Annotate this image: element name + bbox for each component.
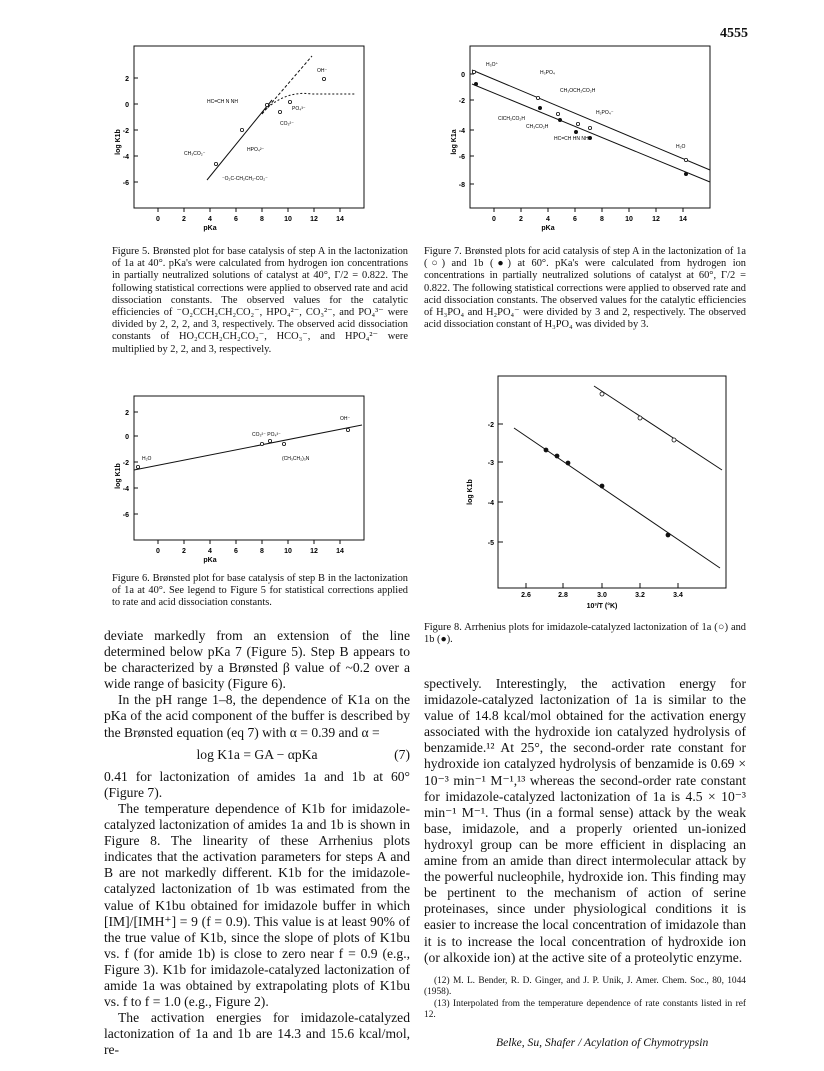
tick: 6 bbox=[234, 216, 238, 223]
tick: 4 bbox=[208, 216, 212, 223]
paragraph: spectively. Interestingly, the activation energy for imidazole-catalyzed lactonization of 1a is similar to the value of 14.8 kcal/mol obtained for the activation energy associated with the hydroxide ion catalyzed hydrolysis of benzamide.¹² At 25°, the second-order rate constant for hydroxide ion catalyzed hydrolysis of benzamide is 0.69 × 10⁻³ min⁻¹ M⁻¹,¹³ whereas the second-order rate constant for imidazole-catalyzed lactonization of 1a is 4.5 × 10⁻³ min⁻¹ M⁻¹. Thus (in a formal sense) attack by the weak base, imidazole, and a properly oriented un-ionized hydroxyl group can be more efficient in displacing an amine from an amide than direct intermolecular attack by the powerful nucleophile, hydroxide ion. This finding may be pertinent to the mechanism of action of serine proteinases, since under physiological conditions it is easier to increase the local concentration of imidazole than it is to increase the local concentration of hydroxide ion (or alkoxide ion) at the active site of a proteolytic enzyme. bbox=[424, 676, 746, 965]
paragraph: The temperature dependence of K1b for imidazole-catalyzed lactonization of amides 1a and 1b is shown in Figure 8. The linearity of these Arrhenius plots indicates that the activation parameters for steps A and B are not markedly different. K1b for the imidazole-catalyzed lactonization of 1b was estimated from the value of K1bu obtained for imidazole buffer in which [IM]/[IMH⁺] = 9 (f = 0.9). This value is at least 90% of the true value of K1b, since the slope of plots of K1bu vs. f (for amide 1b) is close to zero near f = 0.9 (e.g., Figure 3). K1b for imidazole-catalyzed lactonization of amide 1a was obtained by extrapolating plots of K1bu vs. f to f = 1.0 (e.g., Figure 2). bbox=[104, 800, 410, 1010]
tick: 2 bbox=[182, 216, 186, 223]
figure-6-caption bbox=[112, 573, 408, 610]
tick: 2 bbox=[125, 410, 129, 417]
reference-13: (13) Interpolated from the temperature dependence of rate constants listed in ref 12. bbox=[424, 999, 746, 1020]
tick: -3 bbox=[487, 460, 494, 467]
tick: -6 bbox=[458, 154, 465, 161]
tick: 3.4 bbox=[673, 592, 683, 599]
tick: 10 bbox=[284, 216, 292, 223]
label-h2o: H₂O bbox=[676, 144, 686, 150]
tick: -4 bbox=[458, 128, 465, 135]
tick: -6 bbox=[122, 512, 129, 519]
tick: 10 bbox=[284, 548, 292, 555]
label-hpo4: HPO₄²⁻ bbox=[247, 147, 265, 153]
fig7-xlabel: pKa bbox=[541, 225, 555, 232]
label-meo: CH₃OCH₂CO₂H bbox=[560, 88, 596, 94]
tick: -4 bbox=[487, 500, 494, 507]
tick: 0 bbox=[156, 548, 160, 555]
caption-text: Brønsted plot for base catalysis of step A in the lactonization of 1a at 40°. pKa's were calculated from hydrogen ion concentrations in partially neutralized solutions of catalyst at 40°, Γ/2 = 0.822. The following statistical corrections were applied to observed rate and acid dissociation constants. The observed values for the catalytic efficiencies of ⁻O₂CCH₂CH₂CO₂⁻, HPO₄²⁻, CO₃²⁻, and PO₄³⁻ were divided by 2, 2, 2, and 3, respectively. The observed acid dissociation constants of HO₂CCH₂CH₂CO₂⁻, HCO₃⁻, and HPO₄²⁻ were multiplied by 2, 2, and 3, respectively. bbox=[112, 246, 408, 355]
figure-5 bbox=[112, 42, 372, 232]
fig5-x-tick-labels bbox=[156, 216, 344, 223]
label-im: HC=CH HN NH bbox=[554, 136, 589, 142]
tick: 6 bbox=[573, 216, 577, 223]
figure-7-plot bbox=[448, 42, 718, 232]
caption-text: Arrhenius plots for imidazole-catalyzed lactonization of 1a (○) and 1b (●). bbox=[424, 622, 746, 646]
tick: -2 bbox=[122, 128, 129, 135]
caption-label: Figure 8. bbox=[424, 622, 462, 633]
tick: 3.0 bbox=[597, 592, 607, 599]
left-column bbox=[104, 628, 410, 1058]
fig5-y-tick-labels bbox=[123, 76, 129, 187]
paragraph: The activation energies for imidazole-catalyzed lactonization of 1a and 1b are 14.3 and 15.6 kcal/mol, re- bbox=[104, 1010, 410, 1058]
tick: -5 bbox=[487, 540, 494, 547]
right-column bbox=[424, 676, 746, 966]
tick: 2.8 bbox=[558, 592, 568, 599]
figure-7 bbox=[448, 42, 718, 232]
figure-8 bbox=[458, 372, 728, 612]
label-h3o: H₃O⁺ bbox=[486, 62, 499, 68]
label-amine: (CH₃CH₂)₃N bbox=[282, 456, 310, 462]
tick: 0 bbox=[492, 216, 496, 223]
tick: 10 bbox=[625, 216, 633, 223]
tick: 2 bbox=[125, 76, 129, 83]
tick: 0 bbox=[125, 102, 129, 109]
label-ac: CH₃CO₂H bbox=[526, 124, 549, 130]
tick: 0 bbox=[156, 216, 160, 223]
tick: 0 bbox=[461, 72, 465, 79]
caption-label: Figure 6. bbox=[112, 573, 150, 584]
fig6-xlabel: pKa bbox=[203, 557, 217, 564]
tick: -4 bbox=[122, 154, 129, 161]
label-h3po4: H₃PO₄ bbox=[540, 70, 555, 76]
figure-8-plot bbox=[458, 372, 728, 612]
caption-label: Figure 5. bbox=[112, 246, 150, 257]
fig8-ylabel: log K1b bbox=[467, 479, 474, 505]
equation-text: log K1a = GA − αpKa bbox=[196, 746, 318, 762]
fig7-ylabel: log K1a bbox=[451, 129, 458, 155]
equation-7 bbox=[104, 747, 410, 763]
tick: 14 bbox=[336, 548, 344, 555]
label-im: HC=CH N NH bbox=[207, 99, 238, 105]
tick: 2 bbox=[519, 216, 523, 223]
running-footer: Belke, Su, Shafer / Acylation of Chymotrypsin bbox=[496, 1036, 709, 1049]
fig5-ylabel: log K1b bbox=[115, 129, 122, 155]
tick: 8 bbox=[260, 548, 264, 555]
tick: 8 bbox=[260, 216, 264, 223]
tick: 14 bbox=[679, 216, 687, 223]
tick: -6 bbox=[122, 180, 129, 187]
tick: -8 bbox=[458, 182, 465, 189]
label-ac: CH₃CO₂⁻ bbox=[184, 151, 206, 157]
tick: -2 bbox=[458, 98, 465, 105]
tick: 3.2 bbox=[635, 592, 645, 599]
figure-6-plot bbox=[112, 392, 372, 564]
label-h2o: H₂O bbox=[142, 456, 152, 462]
label-co3po4: CO₃²⁻ PO₄³⁻ bbox=[252, 432, 281, 438]
tick: 4 bbox=[208, 548, 212, 555]
label-h2po4: H₂PO₄⁻ bbox=[596, 110, 614, 116]
tick: -2 bbox=[487, 422, 494, 429]
tick: 0 bbox=[125, 434, 129, 441]
tick: 6 bbox=[234, 548, 238, 555]
label-po4: PO₄³⁻ bbox=[292, 106, 306, 112]
paragraph: In the pH range 1–8, the dependence of K1a on the pKa of the acid component of the buffer is described by the Brønsted equation (eq 7) with α = 0.39 and α = bbox=[104, 692, 410, 740]
tick: 2 bbox=[182, 548, 186, 555]
tick: 8 bbox=[600, 216, 604, 223]
tick: 12 bbox=[310, 548, 318, 555]
fig5-points bbox=[214, 77, 325, 165]
label-suc: ⁻O₂C-CH₂CH₂-CO₂⁻ bbox=[222, 176, 268, 182]
tick: 2.6 bbox=[521, 592, 531, 599]
fig5-xlabel: pKa bbox=[203, 225, 217, 232]
page-number: 4555 bbox=[720, 26, 748, 41]
caption-text: Brønsted plot for base catalysis of step B in the lactonization of 1a at 40°. See legend to Figure 5 for statistical corrections applied to rate and acid dissociation constants. bbox=[112, 573, 408, 609]
tick: 12 bbox=[310, 216, 318, 223]
reference-12: (12) M. L. Bender, R. D. Ginger, and J. P. Unik, J. Amer. Chem. Soc., 80, 1044 (1958). bbox=[424, 976, 746, 997]
tick: -2 bbox=[122, 460, 129, 467]
caption-text: Brønsted plots for acid catalysis of step A in the lactonization of 1a (○) and 1b (●) at 60°. pKa's were calculated from hydrogen ion concentrations in partially neutralized solutions of catalyst at 60°, Γ/2 = 0.822. The following statistical corrections were applied to observed rate and acid dissociation constants. The observed values for the catalytic efficiencies of H₃PO₄ and H₂PO₄⁻ were divided by 3 and 2, respectively. The observed acid dissociation constant of H₃PO₄ was divided by 3. bbox=[424, 246, 746, 331]
figure-6 bbox=[112, 392, 372, 564]
figure-5-caption bbox=[112, 246, 408, 356]
equation-number: (7) bbox=[394, 746, 410, 762]
fig8-xlabel: 10³/T (°K) bbox=[586, 603, 618, 610]
tick: 12 bbox=[652, 216, 660, 223]
figure-7-caption bbox=[424, 246, 746, 331]
label-cl: ClCH₂CO₂H bbox=[498, 116, 525, 122]
tick: 4 bbox=[546, 216, 550, 223]
paragraph: deviate markedly from an extension of the line determined below pKa 7 (Figure 5). Step B appears to be characterized by a Brønsted β value of ~0.2 over a wide range of basicity (Figure 6). bbox=[104, 628, 410, 692]
label-co3: CO₃²⁻ bbox=[280, 121, 294, 127]
label-oh: OH⁻ bbox=[340, 416, 351, 422]
paragraph: 0.41 for lactonization of amides 1a and 1b at 60° (Figure 7). bbox=[104, 768, 410, 800]
tick: 14 bbox=[336, 216, 344, 223]
caption-label: Figure 7. bbox=[424, 246, 462, 257]
figure-5-plot bbox=[112, 42, 372, 232]
tick: -4 bbox=[122, 486, 129, 493]
figure-8-caption bbox=[424, 622, 746, 646]
fig6-ylabel: log K1b bbox=[115, 463, 122, 489]
references bbox=[424, 976, 746, 1022]
label-oh: OH⁻ bbox=[317, 68, 328, 74]
